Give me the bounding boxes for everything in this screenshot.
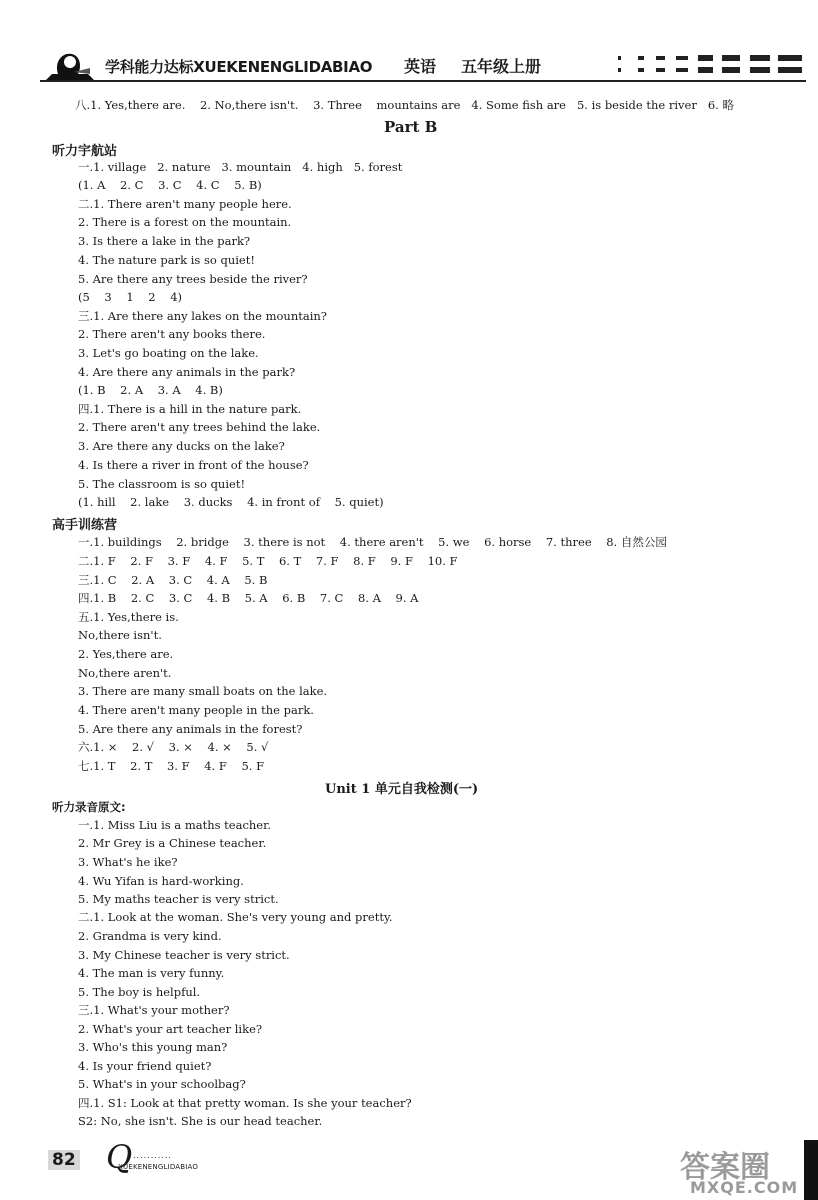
answer-line: 5. Are there any trees beside the river? [78,272,308,286]
answer-line: S2: No, she isn't. She is our head teacher. [78,1114,323,1128]
answer-line: 二.1. There aren't many people here. [78,197,292,211]
answer-line: 5. The boy is helpful. [78,985,201,999]
answer-line: (1. B 2. A 3. A 4. B) [78,383,223,397]
footer-dots: ........... [133,1151,172,1160]
answer-line: 4. Are there any animals in the park? [78,365,296,379]
answer-line: 二.1. Look at the woman. She's very young and pretty. [78,910,393,924]
page-edge-mark [804,1140,818,1200]
watermark-url: MXQE.COM [690,1178,799,1197]
header-rule [40,80,806,82]
page-header [0,0,818,90]
answer-line: No,there isn't. [78,628,162,642]
answer-line: 5. What's in your schoolbag? [78,1077,246,1091]
answer-line: 4. The man is very funny. [78,966,225,980]
answer-line: 3. Is there a lake in the park? [78,234,251,248]
answer-line: 3. Who's this young man? [78,1040,228,1054]
answer-line: 3. What's he ike? [78,855,178,869]
answer-line: 4. There aren't many people in the park. [78,703,314,717]
answer-line: 三.1. Are there any lakes on the mountain? [78,309,327,323]
series-title: 学科能力达标XUEKENENGLIDABIAO [105,58,373,76]
answer-line: 2. There aren't any books there. [78,327,266,341]
answer-line: 2. There aren't any trees behind the lake. [78,420,321,434]
answer-line: 5. My maths teacher is very strict. [78,892,279,906]
answer-line: No,there aren't. [78,666,172,680]
answer-line: 5. The classroom is so quiet! [78,477,246,491]
answer-line: 4. Is there a river in front of the house? [78,458,309,472]
answer-line: 六.1. × 2. √ 3. × 4. × 5. √ [78,740,269,754]
header-dash-decoration-icon [618,52,808,78]
answer-line: 3. There are many small boats on the lake. [78,684,328,698]
section-heading: 听力宇航站 [52,144,118,159]
watermark-text: 答案圈 [680,1150,770,1185]
page-number: 82 [48,1150,80,1170]
heading: Part B [384,118,438,136]
answer-line: 2. There is a forest on the mountain. [78,215,292,229]
answer-line: 一.1. Miss Liu is a maths teacher. [78,818,271,832]
answer-line: 一.1. buildings 2. bridge 3. there is not 4. there aren't 5. we 6. horse 7. three 8. 自然公园 [78,535,667,549]
answer-line: 2. Grandma is very kind. [78,929,222,943]
answer-line: 四.1. B 2. C 3. C 4. B 5. A 6. B 7. C 8. A 9. A [78,591,419,605]
answer-line: 4. Wu Yifan is hard-working. [78,874,244,888]
answer-line: (1. hill 2. lake 3. ducks 4. in front of 5. quiet) [78,495,384,509]
answer-line: 七.1. T 2. T 3. F 4. F 5. F [78,759,265,773]
answer-line: 八.1. Yes,there are. 2. No,there isn't. 3. Three mountains are 4. Some fish are 5. is beside the river 6. 略 [75,98,734,112]
answer-line: (5 3 1 2 4) [78,290,183,304]
answer-line: 2. Mr Grey is a Chinese teacher. [78,836,267,850]
answer-line: 4. Is your friend quiet? [78,1059,212,1073]
footer-brand: XUEKENENGLIDABIAO [118,1163,199,1171]
answer-line: 3. Let's go boating on the lake. [78,346,259,360]
page-footer [0,1130,818,1200]
reading-girl-logo-icon [44,44,96,82]
answer-line: 3. Are there any ducks on the lake? [78,439,285,453]
section-heading: 高手训练营 [52,518,118,533]
answer-line: 5. Are there any animals in the forest? [78,722,303,736]
answer-line: 四.1. There is a hill in the nature park. [78,402,302,416]
answer-line: 三.1. What's your mother? [78,1003,230,1017]
answer-line: 五.1. Yes,there is. [78,610,179,624]
answer-line: 2. What's your art teacher like? [78,1022,263,1036]
heading: Unit 1 单元自我检测(一) [325,782,479,797]
footer-q-logo: Q [106,1138,133,1176]
answer-line: 3. My Chinese teacher is very strict. [78,948,290,962]
answer-line: 四.1. S1: Look at that pretty woman. Is she your teacher? [78,1096,412,1110]
answer-line: 一.1. village 2. nature 3. mountain 4. high 5. forest [78,160,403,174]
heading: 听力录音原文: [52,800,126,814]
answer-line: 4. The nature park is so quiet! [78,253,255,267]
answer-line: 2. Yes,there are. [78,647,174,661]
answer-line: (1. A 2. C 3. C 4. C 5. B) [78,178,262,192]
subject-label: 英语 [404,57,437,76]
grade-label: 五年级上册 [461,57,542,76]
answer-line: 二.1. F 2. F 3. F 4. F 5. T 6. T 7. F 8. F 9. F 10. F [78,554,458,568]
answer-line: 三.1. C 2. A 3. C 4. A 5. B [78,573,268,587]
